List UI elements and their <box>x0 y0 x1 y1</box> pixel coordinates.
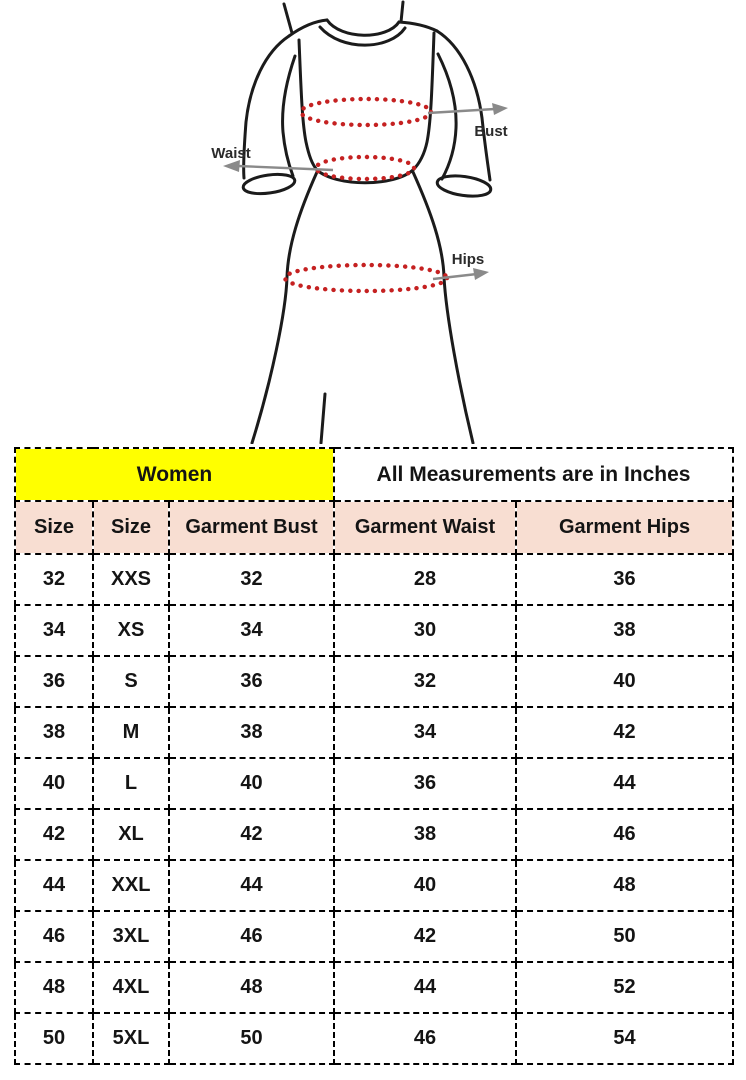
table-row <box>15 758 733 809</box>
cell-garment-bust: 48 <box>169 962 334 1013</box>
cell-garment-waist: 28 <box>334 554 516 605</box>
bust-label: Bust <box>474 123 508 140</box>
column-header-row <box>15 501 733 554</box>
cell-size-number: 48 <box>15 962 93 1013</box>
bust-dotted-ellipse <box>301 99 431 125</box>
cell-garment-waist: 42 <box>334 911 516 962</box>
cell-size-number: 34 <box>15 605 93 656</box>
cell-garment-waist: 34 <box>334 707 516 758</box>
cell-garment-waist: 30 <box>334 605 516 656</box>
cell-garment-hips: 38 <box>516 605 733 656</box>
group-header-row <box>15 448 733 501</box>
column-header-size-label: Size <box>93 501 169 554</box>
cell-size-number: 38 <box>15 707 93 758</box>
cell-size-number: 32 <box>15 554 93 605</box>
cell-size-label: XXS <box>93 554 169 605</box>
cell-size-label: S <box>93 656 169 707</box>
cell-garment-hips: 48 <box>516 860 733 911</box>
cell-garment-hips: 44 <box>516 758 733 809</box>
column-header-garment-hips: Garment Hips <box>516 501 733 554</box>
cell-garment-hips: 50 <box>516 911 733 962</box>
size-chart-table <box>14 447 734 1065</box>
cell-garment-waist: 36 <box>334 758 516 809</box>
cell-size-label: XXL <box>93 860 169 911</box>
table-row <box>15 911 733 962</box>
dress-measurement-diagram <box>0 0 746 444</box>
cell-size-number: 46 <box>15 911 93 962</box>
size-table-body <box>15 554 733 1064</box>
table-row <box>15 962 733 1013</box>
cell-garment-bust: 50 <box>169 1013 334 1064</box>
table-row <box>15 809 733 860</box>
table-row <box>15 707 733 758</box>
women-group-header: Women <box>15 448 334 501</box>
cell-size-label: 3XL <box>93 911 169 962</box>
cell-size-number: 40 <box>15 758 93 809</box>
cell-garment-bust: 42 <box>169 809 334 860</box>
cell-size-label: L <box>93 758 169 809</box>
cell-size-number: 50 <box>15 1013 93 1064</box>
cell-garment-waist: 32 <box>334 656 516 707</box>
hips-dotted-ellipse <box>285 265 447 291</box>
cell-garment-waist: 38 <box>334 809 516 860</box>
table-row <box>15 656 733 707</box>
bust-arrow-icon <box>428 103 508 115</box>
hips-label: Hips <box>451 251 485 268</box>
table-row <box>15 605 733 656</box>
dress-diagram-svg <box>0 0 746 444</box>
cell-size-label: 5XL <box>93 1013 169 1064</box>
cell-size-number: 44 <box>15 860 93 911</box>
cell-garment-waist: 46 <box>334 1013 516 1064</box>
cell-garment-bust: 38 <box>169 707 334 758</box>
cell-garment-bust: 44 <box>169 860 334 911</box>
cell-size-label: XL <box>93 809 169 860</box>
column-header-size-number: Size <box>15 501 93 554</box>
cell-garment-hips: 42 <box>516 707 733 758</box>
cell-size-number: 36 <box>15 656 93 707</box>
units-group-header: All Measurements are in Inches <box>334 448 733 501</box>
waist-label: Waist <box>211 145 251 162</box>
cell-garment-hips: 36 <box>516 554 733 605</box>
cell-garment-hips: 40 <box>516 656 733 707</box>
waist-dotted-ellipse <box>316 157 414 179</box>
table-row <box>15 1013 733 1064</box>
cell-garment-waist: 44 <box>334 962 516 1013</box>
table-row <box>15 554 733 605</box>
cell-size-label: XS <box>93 605 169 656</box>
column-header-garment-bust: Garment Bust <box>169 501 334 554</box>
cell-size-number: 42 <box>15 809 93 860</box>
cell-garment-bust: 32 <box>169 554 334 605</box>
table-row <box>15 860 733 911</box>
cell-garment-hips: 46 <box>516 809 733 860</box>
dress-outline <box>242 2 492 443</box>
cell-garment-hips: 52 <box>516 962 733 1013</box>
cell-garment-bust: 46 <box>169 911 334 962</box>
cell-garment-hips: 54 <box>516 1013 733 1064</box>
cell-garment-bust: 34 <box>169 605 334 656</box>
column-header-garment-waist: Garment Waist <box>334 501 516 554</box>
hips-arrow-icon <box>433 268 489 280</box>
cell-size-label: 4XL <box>93 962 169 1013</box>
cell-garment-bust: 40 <box>169 758 334 809</box>
cell-garment-waist: 40 <box>334 860 516 911</box>
cell-garment-bust: 36 <box>169 656 334 707</box>
cell-size-label: M <box>93 707 169 758</box>
